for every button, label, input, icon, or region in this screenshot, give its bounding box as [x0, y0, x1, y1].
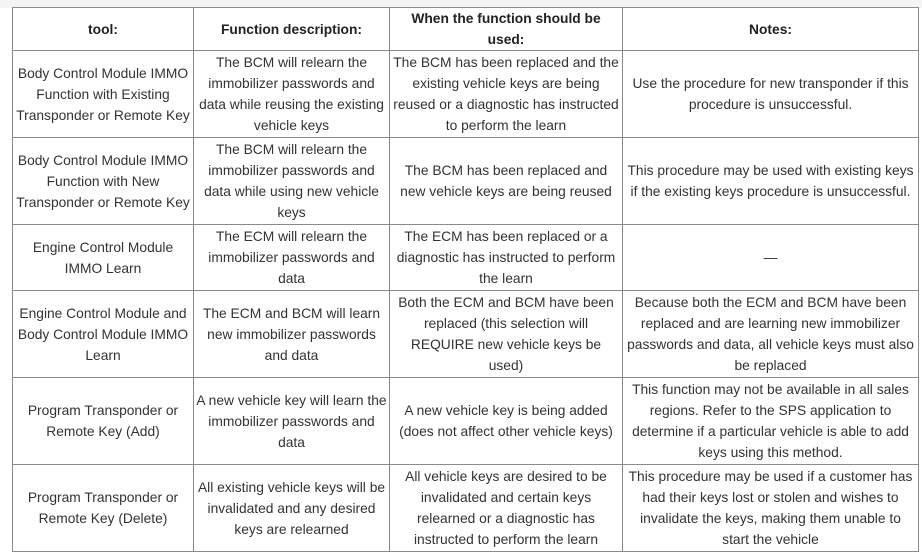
cell-notes: Use the procedure for new transponder if this procedure is unsuccessful.: [623, 51, 919, 138]
cell-function: The ECM will relearn the immobilizer passwords and data: [194, 225, 390, 291]
cell-notes: This function may not be available in all sales regions. Refer to the SPS application to determine if a particular vehicle is able to add keys using this method.: [623, 378, 919, 465]
cell-when: Both the ECM and BCM have been replaced (this selection will REQUIRE new vehicle keys be used): [390, 291, 623, 378]
cell-tool: Engine Control Module IMMO Learn: [13, 225, 194, 291]
cell-when: All vehicle keys are desired to be invalidated and certain keys relearned or a diagnostic has instructed to perform the learn: [390, 465, 623, 552]
table-row: [13, 291, 919, 378]
cell-function: All existing vehicle keys will be invalidated and any desired keys are relearned: [194, 465, 390, 552]
header-function-description: Function description:: [194, 8, 390, 51]
table-header: [13, 8, 919, 51]
cell-notes: —: [623, 225, 919, 291]
header-when-used: When the function should be used:: [390, 8, 623, 51]
cell-function: A new vehicle key will learn the immobilizer passwords and data: [194, 378, 390, 465]
cell-tool: Engine Control Module and Body Control Module IMMO Learn: [13, 291, 194, 378]
cell-tool: Body Control Module IMMO Function with New Transponder or Remote Key: [13, 138, 194, 225]
cell-notes: Because both the ECM and BCM have been replaced and are learning new immobilizer passwords and data, all vehicle keys must also be replaced: [623, 291, 919, 378]
cell-tool: Program Transponder or Remote Key (Add): [13, 378, 194, 465]
header-notes: Notes:: [623, 8, 919, 51]
cell-function: The BCM will relearn the immobilizer passwords and data while reusing the existing vehicle keys: [194, 51, 390, 138]
cell-tool: Program Transponder or Remote Key (Delete): [13, 465, 194, 552]
cell-when: A new vehicle key is being added (does not affect other vehicle keys): [390, 378, 623, 465]
cell-when: The BCM has been replaced and new vehicle keys are being reused: [390, 138, 623, 225]
table-row: [13, 378, 919, 465]
table-row: [13, 465, 919, 552]
table-row: [13, 225, 919, 291]
cell-tool: Body Control Module IMMO Function with Existing Transponder or Remote Key: [13, 51, 194, 138]
table-row: [13, 138, 919, 225]
cell-when: The BCM has been replaced and the existing vehicle keys are being reused or a diagnostic has instructed to perform the learn: [390, 51, 623, 138]
header-row: [13, 8, 919, 51]
cell-function: The ECM and BCM will learn new immobilizer passwords and data: [194, 291, 390, 378]
cell-notes: This procedure may be used with existing keys if the existing keys procedure is unsuccessful.: [623, 138, 919, 225]
header-tool: tool:: [13, 8, 194, 51]
immo-procedures-table: [12, 7, 919, 552]
table-row: [13, 51, 919, 138]
cell-when: The ECM has been replaced or a diagnostic has instructed to perform the learn: [390, 225, 623, 291]
cell-notes: This procedure may be used if a customer has had their keys lost or stolen and wishes to invalidate the keys, making them unable to start the vehicle: [623, 465, 919, 552]
table-body: [13, 51, 919, 552]
cell-function: The BCM will relearn the immobilizer passwords and data while using new vehicle keys: [194, 138, 390, 225]
